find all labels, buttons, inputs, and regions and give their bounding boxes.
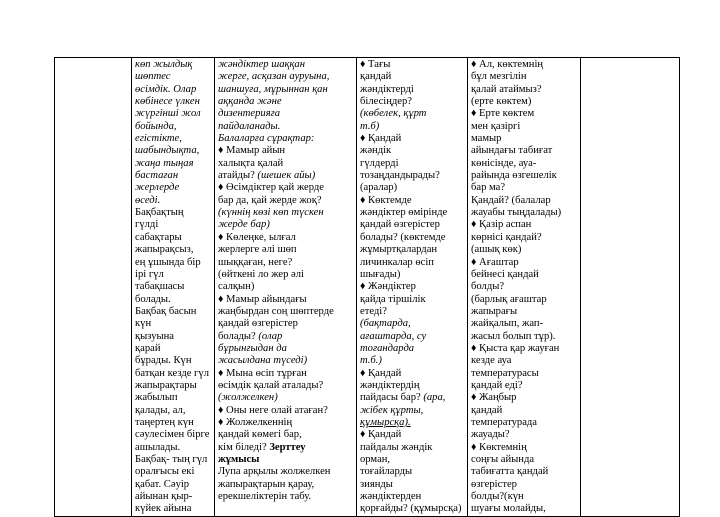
- cell-line: ♦ Жолжелкеннің: [218, 416, 293, 428]
- cell-line: қалады, ал,: [135, 404, 186, 416]
- cell-line: ♦ Қазір аспан: [471, 219, 532, 231]
- cell-text-col-2: [218, 59, 353, 503]
- cell-line: білесіңдер?: [360, 96, 412, 108]
- cell-line: (күннің көзі көп түскен: [218, 207, 324, 219]
- cell-line: қандай: [471, 404, 503, 416]
- cell-line: соңғы айында: [471, 454, 535, 465]
- cell-line: ағаштарда, су: [360, 330, 427, 342]
- cell-line: мен қазіргі: [471, 120, 521, 132]
- cell-line: болады? (көктемде: [360, 231, 446, 243]
- cell-line: ♦ Ал, көктемнің: [471, 59, 544, 70]
- cell-line: ерекшеліктерін табу.: [218, 491, 312, 503]
- cell-line: таңертең күн: [135, 416, 194, 428]
- cell-line: көнісінде, ауа-: [471, 157, 537, 169]
- cell-line: ең ұшында бір: [135, 256, 201, 268]
- cell-line: егістікте,: [135, 133, 182, 145]
- cell-line: күн: [135, 318, 152, 330]
- cell-col-2: [215, 58, 357, 517]
- cell-line: Балаларға сұрақтар:: [218, 133, 315, 145]
- cell-line: дизентерияға: [218, 108, 281, 120]
- cell-line: қандай өзгерістер: [360, 219, 440, 231]
- cell-line: батқан кезде гүл: [135, 367, 209, 379]
- cell-line: өсімдік қалай аталады?: [218, 379, 324, 391]
- cell-line: ♦ Тағы: [360, 59, 391, 70]
- cell-line: жапырақтарын қарау,: [218, 478, 315, 490]
- cell-line: ашылады.: [135, 441, 181, 453]
- cell-text-col-1: [135, 59, 211, 516]
- cell-line: бар ма?: [471, 182, 506, 194]
- cell-line: етеді?: [360, 305, 387, 317]
- cell-line: жұмыртқалардан: [360, 244, 438, 256]
- cell-line: жәндіктерді: [360, 83, 414, 95]
- cell-line: айынан қыр-: [135, 491, 193, 503]
- cell-line: қабат. Сәуір: [135, 478, 190, 490]
- cell-line: құмырсқа).: [360, 416, 411, 428]
- cell-line: ♦ Көктемде: [360, 194, 412, 206]
- cell-line: зиянды: [360, 478, 393, 490]
- cell-line: өседі.: [135, 194, 161, 206]
- cell-line: қалай атаймыз?: [471, 83, 542, 95]
- cell-line: табиғатта қандай: [471, 466, 549, 478]
- cell-col-1: [132, 58, 215, 517]
- cell-line: гүлді: [135, 219, 159, 231]
- cell-line: болады.: [135, 293, 171, 305]
- cell-line: жауабы тыңдалады): [471, 207, 562, 219]
- cell-line: (аралар): [360, 182, 398, 194]
- cell-line: болды?: [471, 281, 505, 293]
- cell-line: орман,: [360, 454, 391, 465]
- cell-line: жәндік: [360, 145, 392, 157]
- cell-col-3: [357, 58, 468, 517]
- cell-line: жәндіктер өмірінде: [360, 207, 448, 219]
- cell-line: салқын): [218, 281, 255, 293]
- cell-line: ♦ Жәндіктер: [360, 281, 416, 293]
- cell-line: бұрынғыдан да: [218, 342, 287, 354]
- cell-line: ♦ Жаңбыр: [471, 392, 517, 404]
- cell-line: жауады?: [471, 429, 510, 441]
- cell-line: көрнісі қандай?: [471, 231, 542, 243]
- cell-text-col-3: [360, 59, 464, 516]
- cell-line: кезде ауа: [471, 355, 512, 367]
- cell-line: (барлық ағаштар: [471, 293, 547, 305]
- cell-line: жәндіктерден: [360, 491, 422, 503]
- cell-line: Лупа арқылы жолжелкен: [218, 466, 331, 478]
- cell-line: пайдалы жәндік: [360, 441, 433, 453]
- cell-line: температурасы: [471, 367, 539, 379]
- cell-col-5: [581, 58, 680, 517]
- cell-line: жаңбырдан соң шөптерде: [218, 305, 334, 317]
- cell-line: бар да, қай жерде жоқ?: [218, 194, 322, 206]
- cell-line: бұл мезгілін: [471, 71, 527, 83]
- cell-line: ♦ Оны неге олай атаған?: [218, 404, 328, 416]
- cell-line: ірі гүл: [135, 268, 164, 280]
- cell-line: ♦ Өсімдіктер қай жерде: [218, 182, 324, 194]
- cell-line: ♦ Мамыр айын: [218, 145, 286, 157]
- cell-line: тоғайларды: [360, 466, 413, 478]
- cell-line: аққанда және: [218, 96, 282, 108]
- cell-line: пайдаланады.: [218, 120, 281, 132]
- cell-line: жерлерде: [135, 182, 180, 194]
- cell-line: ♦ Қандай: [360, 133, 402, 145]
- cell-line: ♦ Көктемнің: [471, 441, 527, 453]
- cell-line: шаншуға, мұрыннан қан: [218, 83, 328, 95]
- cell-line: Бақбақ басын: [135, 305, 197, 317]
- cell-line: өзгерістер: [471, 478, 517, 490]
- cell-line: табақшасы: [135, 281, 185, 293]
- cell-line: жапырақтары: [135, 379, 197, 391]
- cell-line: т.б.): [360, 355, 382, 367]
- cell-line: жасылдана түседі): [218, 355, 308, 367]
- cell-line: гүлдерді: [360, 157, 399, 169]
- cell-line: жабылып: [135, 392, 178, 404]
- cell-line: өсімдік. Олар: [135, 83, 197, 95]
- cell-line: болады? (олар: [218, 330, 283, 342]
- cell-line: тоғандарда: [360, 342, 415, 354]
- cell-line: жайқалып, жап-: [471, 318, 544, 330]
- cell-line: жүргінші жол: [135, 108, 201, 120]
- cell-line: т.б): [360, 120, 380, 132]
- cell-line: көп жылдық: [135, 59, 193, 70]
- cell-line: кім біледі? Зерттеу: [218, 441, 306, 453]
- cell-line: мамыр: [471, 133, 502, 145]
- cell-line: Бақбақ- тың гүл: [135, 454, 208, 465]
- cell-line: айындағы табиғат: [471, 145, 553, 157]
- cell-col-0: [55, 58, 132, 517]
- cell-line: (ашық көк): [471, 244, 522, 256]
- cell-line: ♦ Мамыр айындағы: [218, 293, 307, 305]
- cell-line: (көбелек, құрт: [360, 108, 427, 120]
- cell-line: шығады): [360, 268, 401, 280]
- cell-line: жібек құрты,: [360, 404, 424, 416]
- cell-line: ♦ Көлеңке, ылғал: [218, 231, 296, 243]
- cell-line: жерге, асқазан ауруына,: [218, 71, 330, 83]
- document-page: [54, 57, 667, 515]
- cell-line: ♦ Қандай: [360, 429, 402, 441]
- cell-line: қарай: [135, 342, 161, 354]
- cell-line: оралғысы екі: [135, 466, 195, 478]
- cell-line: ♦ Ерте көктем: [471, 108, 535, 120]
- cell-line: ♦ Қандай: [360, 367, 402, 379]
- cell-line: пайдасы бар? (ара,: [360, 392, 446, 404]
- cell-line: жапырақсыз,: [135, 244, 194, 256]
- cell-line: жәндіктердің: [360, 379, 420, 391]
- cell-line: температурада: [471, 416, 538, 428]
- cell-line: ♦ Қыста қар жауған: [471, 342, 560, 354]
- cell-line: шөптес: [135, 71, 171, 83]
- cell-line: көбінесе үлкен: [135, 96, 200, 108]
- cell-line: қандай: [360, 71, 392, 83]
- cell-line: шабындықта,: [135, 145, 200, 157]
- cell-line: ♦ Ағаштар: [471, 256, 519, 268]
- cell-line: (өйткені ло жер әлі: [218, 268, 304, 280]
- cell-line: жәндіктер шаққан: [218, 59, 305, 70]
- table-row: [55, 58, 680, 517]
- cell-line: тозаңдандырады?: [360, 170, 440, 182]
- cell-line: сабақтары: [135, 231, 182, 243]
- cell-line: халықта қалай: [218, 157, 284, 169]
- cell-line: личинкалар өсіп: [360, 256, 434, 268]
- cell-line: ♦ Мына өсіп тұрған: [218, 367, 307, 379]
- cell-line: жұмысы: [218, 454, 260, 465]
- cell-line: бұрады. Күн: [135, 355, 192, 367]
- cell-line: (жолжелкен): [218, 392, 278, 404]
- cell-line: шыққаған, неге?: [218, 256, 293, 268]
- cell-line: күйек айына: [135, 503, 192, 515]
- cell-line: Бақбақтың: [135, 207, 184, 219]
- cell-line: жасыл болып тұр).: [471, 330, 556, 342]
- cell-line: қорғайды? (құмырсқа): [360, 503, 462, 515]
- cell-line: қайда тіршілік: [360, 293, 426, 305]
- cell-line: шуағы молайды,: [471, 503, 546, 515]
- cell-line: бейнесі қандай: [471, 268, 539, 280]
- cell-text-col-4: [471, 59, 577, 516]
- cell-line: қандай еді?: [471, 379, 523, 391]
- cell-line: бастаған: [135, 170, 179, 182]
- cell-col-4: [468, 58, 581, 517]
- cell-line: атайды? (шешек айы): [218, 170, 316, 182]
- cell-line: райында өзгешелік: [471, 170, 557, 182]
- lesson-table: [54, 57, 680, 517]
- cell-line: қандай өзгерістер: [218, 318, 298, 330]
- cell-line: болды?(күн: [471, 491, 524, 503]
- cell-line: жапырағы: [471, 305, 518, 317]
- cell-line: қызуына: [135, 330, 175, 342]
- cell-line: сәулесімен бірге: [135, 429, 210, 441]
- cell-line: жаңа тыңая: [135, 157, 194, 169]
- cell-line: жерлерге әлі шөп: [218, 244, 297, 256]
- cell-line: жерде бар): [218, 219, 270, 231]
- cell-line: (бақтарда,: [360, 318, 411, 330]
- cell-line: бойында,: [135, 120, 177, 132]
- cell-line: Қандай? (балалар: [471, 194, 551, 206]
- cell-line: қандай көмегі бар,: [218, 429, 302, 441]
- cell-line: (ерте көктем): [471, 96, 532, 108]
